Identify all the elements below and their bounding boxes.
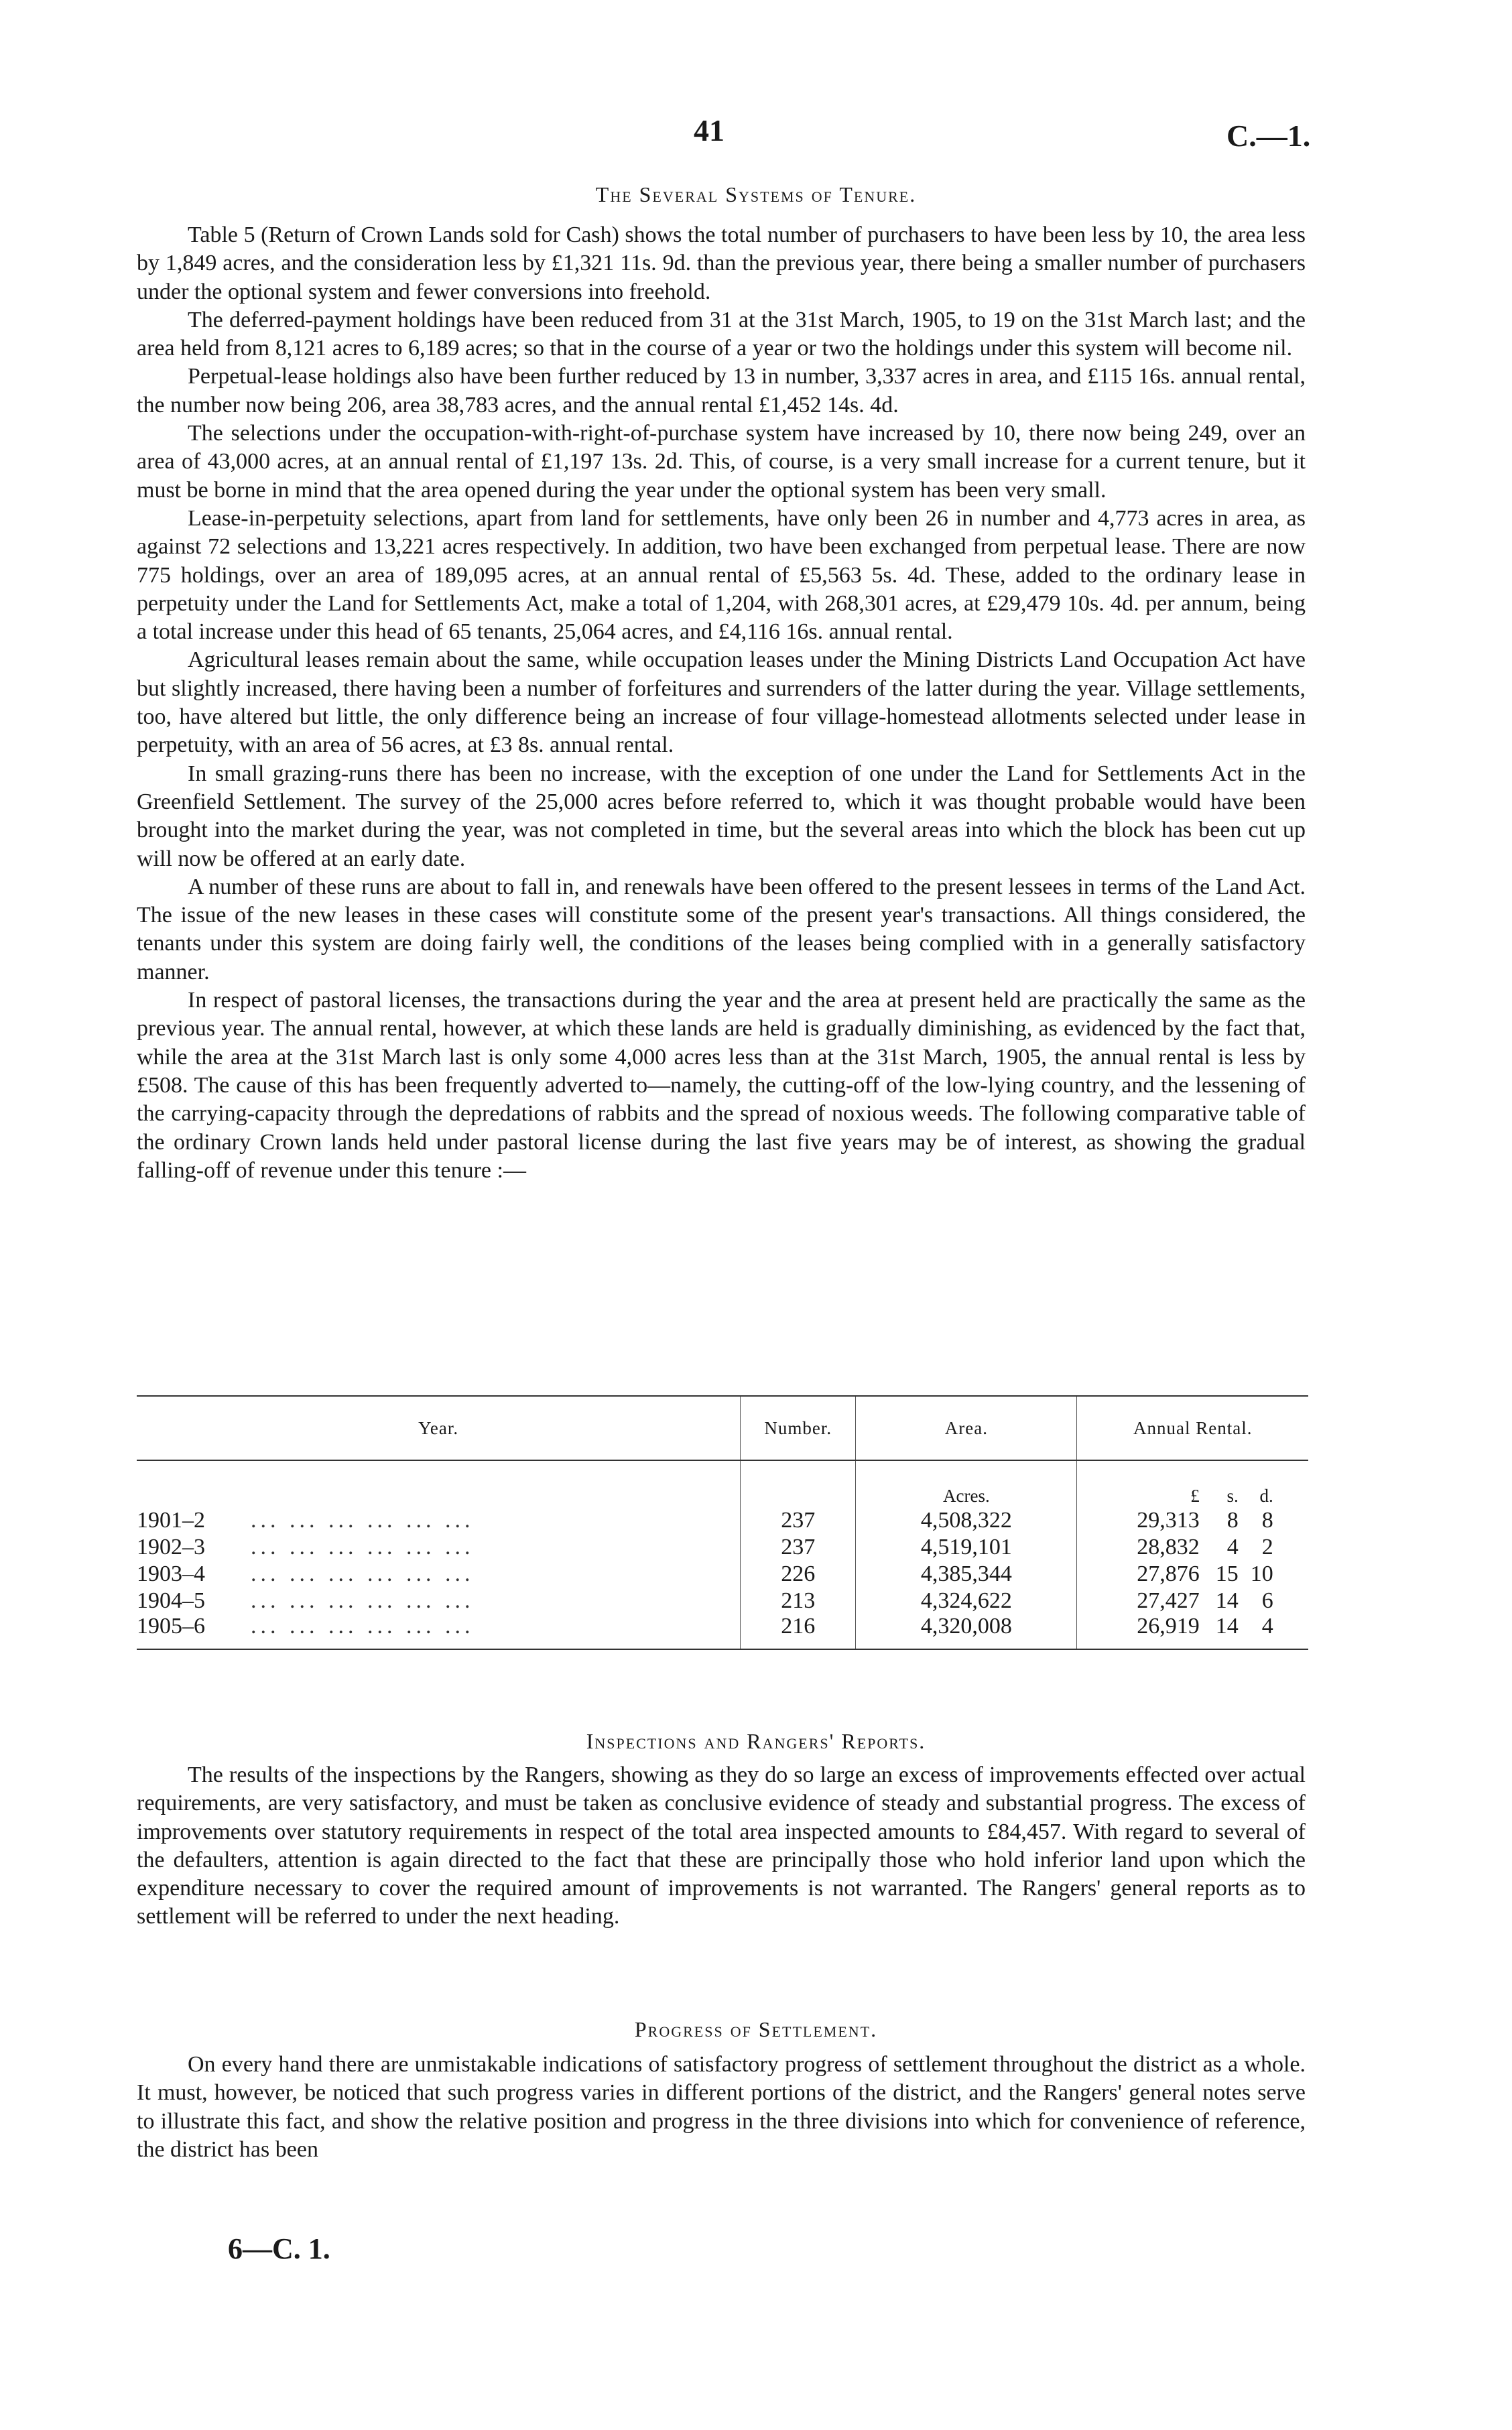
paragraph: A number of these runs are about to fall in, and renewals have been offered to the present lessees in terms of the Land Act. The issue of the new leases in these cases will constitute some of the present year's transactions. All things considered, the tenants under this system are doing fairly well, the conditions of the leases being complied with in a generally satisfactory manner. [137, 874, 1306, 984]
paragraph: The deferred-payment holdings have been reduced from 31 at the 31st March, 1905, to 19 on the 31st March last; and the area held from 8,121 acres to 6,189 acres; so that in the course of a year or two the holdings under this system will become nil. [137, 307, 1306, 361]
rental-column-header: Annual Rental. [1077, 1396, 1308, 1460]
area-cell: 4,385,344 [856, 1560, 1077, 1587]
document-reference: C.—1. [1226, 119, 1311, 153]
paragraph: Agricultural leases remain about the same, while occupation leases under the Mining Districts Land Occupation Act have but slightly increased, there having been a number of forfeitures and surrenders of the latter during the year. Village settlements, too, have altered but little, the only difference being an increase of four village-homestead allotments selected under lease in perpetuity, with an area of 56 acres, at £3 8s. annual rental. [137, 647, 1306, 758]
number-cell: 213 [741, 1587, 856, 1614]
shillings-value: 14 [1215, 1588, 1239, 1613]
pounds-value: 27,876 [1137, 1561, 1200, 1586]
pounds-value: 29,313 [1137, 1508, 1200, 1533]
pounds-value: 28,832 [1137, 1535, 1200, 1559]
table-row [137, 1560, 1308, 1587]
pounds-value: 27,427 [1137, 1588, 1200, 1613]
paragraph: Perpetual-lease holdings also have been further reduced by 13 in number, 3,337 acres in area, and £115 16s. annual rental, the number now being 206, area 38,783 acres, and the annual rental £1,452 14s. 4d. [137, 364, 1306, 418]
number-cell: 216 [741, 1614, 856, 1649]
year-cell: 1904–5 [137, 1588, 205, 1613]
progress-body [137, 2051, 1306, 2164]
number-cell: 237 [741, 1507, 856, 1533]
shillings-value: 4 [1226, 1535, 1239, 1559]
number-cell: 226 [741, 1560, 856, 1587]
pounds-value: 26,919 [1137, 1614, 1200, 1639]
section-heading-tenure: The Several Systems of Tenure. [595, 182, 917, 206]
area-column-header: Area. [856, 1396, 1077, 1460]
pence-value: 4 [1261, 1614, 1273, 1639]
year-cell: 1905–6 [137, 1614, 205, 1639]
dot-leader: ... ... ... ... ... ... [251, 1508, 475, 1533]
table-row [137, 1614, 1308, 1649]
area-cell: 4,320,008 [856, 1614, 1077, 1649]
table-row [137, 1507, 1308, 1533]
number-column-header: Number. [741, 1396, 856, 1460]
dot-leader: ... ... ... ... ... ... [251, 1535, 475, 1559]
year-cell: 1902–3 [137, 1535, 205, 1559]
table-row [137, 1533, 1308, 1560]
page-signature: 6—C. 1. [228, 2232, 330, 2265]
pence-value: 6 [1261, 1588, 1273, 1613]
tenure-body [137, 221, 1306, 1185]
rental-units [1077, 1460, 1308, 1507]
dot-leader: ... ... ... ... ... ... [251, 1561, 475, 1586]
paragraph: In respect of pastoral licenses, the transactions during the year and the area at present held are practically the same as the previous year. The annual rental, however, at which these lands are held is gradually diminishing, as evidenced by the fact that, while the area at the 31st March last is only some 4,000 acres less than at the 31st March, 1905, the annual rental is less by £508. The cause of this has been frequently adverted to—namely, the cutting-off of the low-lying country, and the lessening of the carrying-capacity through the depredations of rabbits and the spread of noxious weeds. The following comparative table of the ordinary Crown lands held under pastoral license during the last five years may be of interest, as showing the gradual falling-off of revenue under this tenure :— [137, 988, 1306, 1183]
year-column-header: Year. [137, 1396, 741, 1460]
shillings-unit: s. [1226, 1486, 1239, 1506]
area-cell: 4,324,622 [856, 1587, 1077, 1614]
paragraph: The selections under the occupation-with-right-of-purchase system have increased by 10, there now being 249, over an area of 43,000 acres, at an annual rental of £1,197 13s. 2d. This, of course, is a very small increase for a current tenure, but it must be borne in mind that the area opened during the year under the optional system has been very small. [137, 421, 1306, 503]
year-cell: 1901–2 [137, 1508, 205, 1533]
table-header-row [137, 1396, 1308, 1460]
dot-leader: ... ... ... ... ... ... [251, 1588, 475, 1613]
paragraph: In small grazing-runs there has been no increase, with the exception of one under the Land for Settlements Act in the Greenfield Settlement. The survey of the 25,000 acres before referred to, which it was thought probable would have been brought into the market during the year, was not completed in time, but the several areas into which the block has been cut up will now be offered at an early date. [137, 761, 1306, 871]
rental-cell [1077, 1560, 1308, 1587]
shillings-value: 15 [1215, 1561, 1239, 1586]
pastoral-license-table [137, 1395, 1308, 1650]
paragraph: On every hand there are unmistakable indications of satisfactory progress of settlement throughout the district as a whole. It must, however, be noticed that such progress varies in different portions of the district, and the Rangers' general notes serve to illustrate this fact, and show the relative position and progress in the three divisions into which for convenience of reference, the district has been [137, 2052, 1306, 2162]
paragraph: The results of the inspections by the Rangers, showing as they do so large an excess of improvements effected over actual requirements, are very satisfactory, and must be taken as conclusive evidence of steady and substantial progress. The excess of improvements over statutory requirements in respect of the total area inspected amounts to £84,457. With regard to several of the defaulters, attention is again directed to the fact that these are principally those who hold inferior land upon which the expenditure necessary to cover the required amount of improvements is not warranted. The Rangers' general reports as to settlement will be referred to under the next heading. [137, 1763, 1306, 1929]
section-heading-progress: Progress of Settlement. [634, 2017, 878, 2041]
area-cell: 4,519,101 [856, 1533, 1077, 1560]
pounds-unit: £ [1190, 1486, 1200, 1506]
area-cell: 4,508,322 [856, 1507, 1077, 1533]
shillings-value: 14 [1215, 1614, 1239, 1639]
rental-cell [1077, 1533, 1308, 1560]
dot-leader: ... ... ... ... ... ... [251, 1614, 475, 1639]
inspections-body [137, 1761, 1306, 1931]
units-row [137, 1460, 1308, 1507]
pence-value: 10 [1250, 1561, 1273, 1586]
number-cell: 237 [741, 1533, 856, 1560]
pence-value: 2 [1261, 1535, 1273, 1559]
area-unit: Acres. [856, 1460, 1077, 1507]
paragraph: Table 5 (Return of Crown Lands sold for Cash) shows the total number of purchasers to have been less by 10, the area less by 1,849 acres, and the consideration less by £1,321 11s. 9d. than the previous year, there being a smaller number of purchasers under the optional system and fewer conversions into freehold. [137, 222, 1306, 304]
pence-unit: d. [1259, 1486, 1273, 1506]
rental-cell [1077, 1507, 1308, 1533]
shillings-value: 8 [1226, 1508, 1239, 1533]
pence-value: 8 [1261, 1508, 1273, 1533]
paragraph: Lease-in-perpetuity selections, apart from land for settlements, have only been 26 in number and 4,773 acres in area, as against 72 selections and 13,221 acres respectively. In addition, two have been exchanged from perpetual lease. There are now 775 holdings, over an area of 189,095 acres, at an annual rental of £5,563 5s. 4d. These, added to the ordinary lease in perpetuity under the Land for Settlements Act, make a total of 1,204, with 268,301 acres, at £29,479 10s. 4d. per annum, being a total increase under this head of 65 tenants, 25,064 acres, and £4,116 16s. annual rental. [137, 505, 1306, 645]
rental-cell [1077, 1614, 1308, 1649]
section-heading-inspections: Inspections and Rangers' Reports. [586, 1729, 926, 1753]
page-number: 41 [694, 113, 724, 147]
table-row [137, 1587, 1308, 1614]
year-cell: 1903–4 [137, 1561, 205, 1586]
rental-cell [1077, 1587, 1308, 1614]
